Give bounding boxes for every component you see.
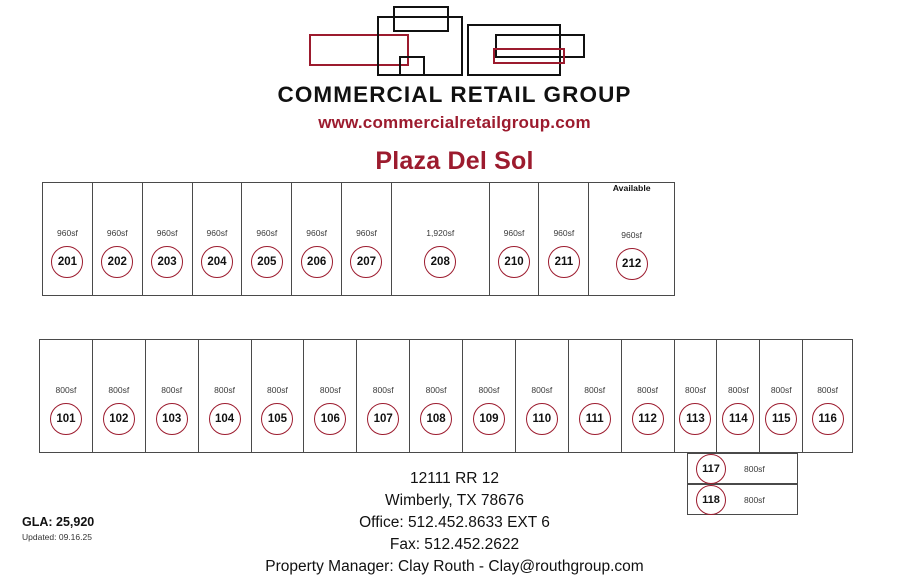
unit-number-badge: 107 bbox=[367, 403, 399, 435]
unit-201[interactable] bbox=[43, 183, 93, 295]
unit-number-badge: 201 bbox=[51, 246, 83, 278]
unit-number-badge: 103 bbox=[156, 403, 188, 435]
unit-area-label: 800sf bbox=[584, 385, 606, 395]
unit-102[interactable] bbox=[93, 340, 146, 452]
unit-211[interactable] bbox=[539, 183, 589, 295]
unit-206[interactable] bbox=[292, 183, 342, 295]
unit-107[interactable] bbox=[357, 340, 410, 452]
unit-number-badge: 114 bbox=[722, 403, 754, 435]
unit-103[interactable] bbox=[146, 340, 199, 452]
unit-number-badge: 206 bbox=[301, 246, 333, 278]
unit-available-label: Available bbox=[612, 183, 651, 193]
unit-101[interactable] bbox=[40, 340, 93, 452]
unit-number-badge: 111 bbox=[579, 403, 611, 435]
unit-number-badge: 110 bbox=[526, 403, 558, 435]
unit-area-label: 800sf bbox=[372, 385, 394, 395]
fax-number: Fax: 512.452.2622 bbox=[389, 536, 520, 553]
unit-number-badge: 204 bbox=[201, 246, 233, 278]
unit-area-label: 800sf bbox=[531, 385, 553, 395]
unit-number-badge: 115 bbox=[765, 403, 797, 435]
unit-area-label: 800sf bbox=[685, 385, 706, 395]
unit-number-badge: 102 bbox=[103, 403, 135, 435]
unit-area-label: 800sf bbox=[267, 385, 288, 395]
unit-area-label: 960sf bbox=[57, 228, 78, 238]
unit-115[interactable] bbox=[760, 340, 803, 452]
unit-104[interactable] bbox=[199, 340, 252, 452]
unit-area-label: 960sf bbox=[306, 228, 328, 238]
unit-area-label: 800sf bbox=[214, 385, 235, 395]
unit-number-badge: 211 bbox=[548, 246, 580, 278]
unit-number-badge: 104 bbox=[209, 403, 241, 435]
unit-205[interactable] bbox=[242, 183, 292, 295]
unit-area-label: 800sf bbox=[744, 494, 765, 505]
unit-106[interactable] bbox=[304, 340, 357, 452]
unit-number-badge: 113 bbox=[679, 403, 711, 435]
siteplan-row-100 bbox=[39, 339, 853, 453]
unit-number-badge: 212 bbox=[616, 248, 648, 280]
unit-110[interactable] bbox=[516, 340, 569, 452]
unit-number-badge: 105 bbox=[261, 403, 293, 435]
unit-area-label: 800sf bbox=[425, 385, 447, 395]
unit-area-label: 800sf bbox=[108, 385, 130, 395]
updated-label: Updated: 09.16.25 bbox=[22, 532, 92, 542]
unit-area-label: 960sf bbox=[206, 228, 228, 238]
unit-number-badge: 202 bbox=[101, 246, 133, 278]
unit-105[interactable] bbox=[252, 340, 305, 452]
unit-area-label: 800sf bbox=[817, 385, 838, 395]
unit-area-label: 960sf bbox=[621, 230, 643, 240]
unit-number-badge: 112 bbox=[632, 403, 664, 435]
unit-area-label: 800sf bbox=[770, 385, 792, 395]
unit-108[interactable] bbox=[410, 340, 463, 452]
unit-210[interactable] bbox=[490, 183, 540, 295]
unit-207[interactable] bbox=[342, 183, 392, 295]
unit-number-badge: 109 bbox=[473, 403, 505, 435]
unit-204[interactable] bbox=[193, 183, 243, 295]
unit-114[interactable] bbox=[717, 340, 760, 452]
company-logo-icon bbox=[305, 6, 605, 78]
gla-label: GLA: 25,920 bbox=[22, 515, 95, 529]
unit-area-label: 800sf bbox=[727, 385, 749, 395]
unit-112[interactable] bbox=[622, 340, 675, 452]
office-phone: Office: 512.452.8633 EXT 6 bbox=[359, 514, 550, 531]
address-line-1: 12111 RR 12 bbox=[409, 470, 500, 487]
unit-number-badge: 210 bbox=[498, 246, 530, 278]
unit-number-badge: 208 bbox=[424, 246, 456, 278]
unit-number-badge: 203 bbox=[151, 246, 183, 278]
unit-area-label: 800sf bbox=[637, 385, 658, 395]
unit-number-badge: 106 bbox=[314, 403, 346, 435]
page-title: Plaza Del Sol bbox=[375, 147, 534, 175]
unit-area-label: 960sf bbox=[156, 228, 178, 238]
unit-202[interactable] bbox=[93, 183, 143, 295]
company-name: COMMERCIAL RETAIL GROUP bbox=[277, 82, 632, 107]
unit-number-badge: 116 bbox=[812, 403, 844, 435]
company-website: www.commercialretailgroup.com bbox=[318, 113, 591, 132]
address-block bbox=[0, 468, 909, 578]
logo-block bbox=[0, 6, 909, 176]
unit-203[interactable] bbox=[143, 183, 193, 295]
unit-number-badge: 118 bbox=[696, 485, 726, 515]
unit-111[interactable] bbox=[569, 340, 622, 452]
unit-109[interactable] bbox=[463, 340, 516, 452]
unit-number-badge: 108 bbox=[420, 403, 452, 435]
address-line-2: Wimberly, TX 78676 bbox=[385, 492, 524, 509]
unit-number-badge: 101 bbox=[50, 403, 82, 435]
unit-area-label: 800sf bbox=[744, 463, 765, 474]
siteplan-row-200 bbox=[42, 182, 675, 296]
unit-area-label: 960sf bbox=[356, 228, 377, 238]
unit-area-label: 800sf bbox=[478, 385, 500, 395]
unit-area-label: 800sf bbox=[55, 385, 77, 395]
property-manager: Property Manager: Clay Routh - Clay@routhgroup.com bbox=[265, 558, 644, 575]
unit-area-label: 960sf bbox=[106, 228, 128, 238]
unit-number-badge: 117 bbox=[696, 454, 726, 484]
unit-208[interactable] bbox=[392, 183, 490, 295]
unit-113[interactable] bbox=[675, 340, 718, 452]
unit-area-label: 1,920sf bbox=[426, 228, 455, 238]
unit-212[interactable] bbox=[589, 183, 674, 295]
unit-area-label: 800sf bbox=[319, 385, 341, 395]
unit-area-label: 960sf bbox=[503, 228, 525, 238]
unit-area-label: 960sf bbox=[256, 228, 278, 238]
unit-number-badge: 207 bbox=[350, 246, 382, 278]
unit-area-label: 960sf bbox=[553, 228, 575, 238]
unit-number-badge: 205 bbox=[251, 246, 283, 278]
unit-116[interactable] bbox=[803, 340, 852, 452]
unit-area-label: 800sf bbox=[161, 385, 183, 395]
